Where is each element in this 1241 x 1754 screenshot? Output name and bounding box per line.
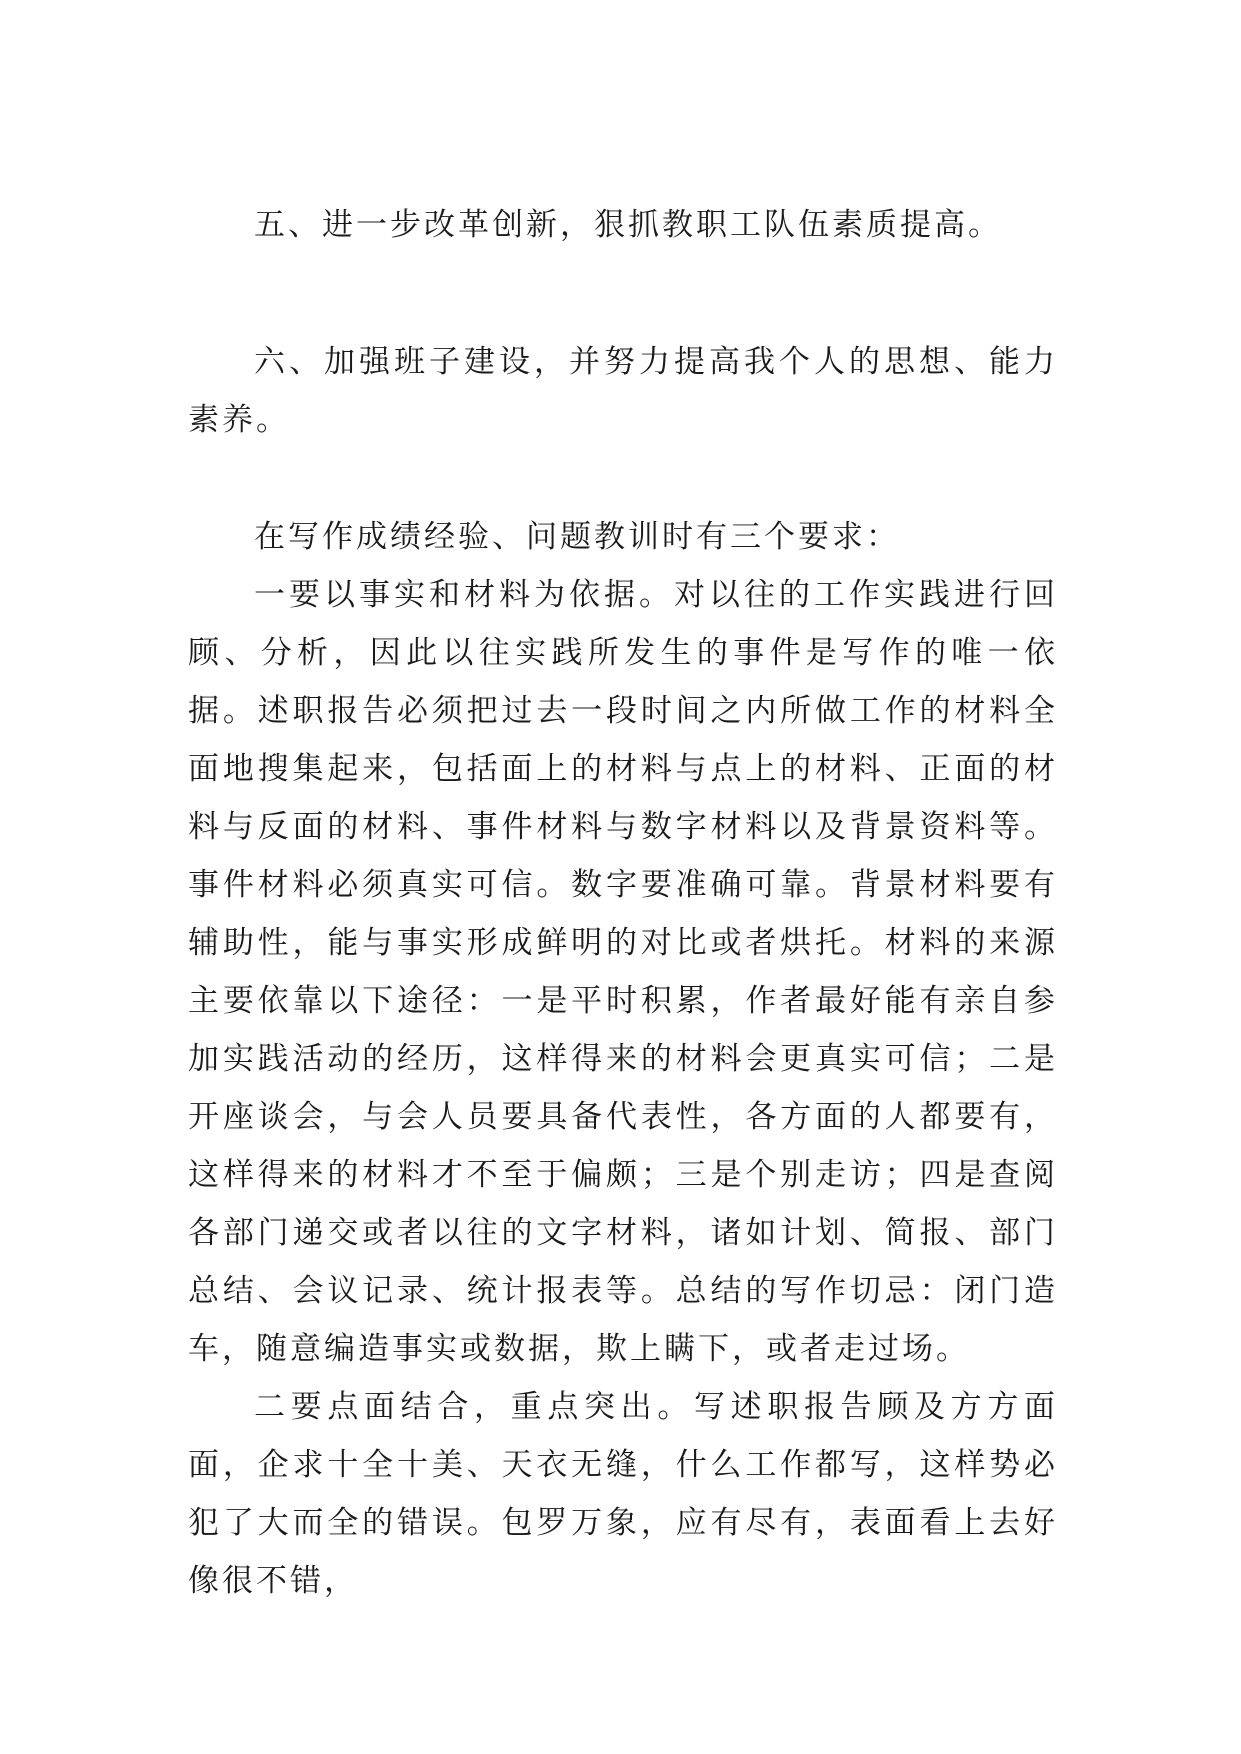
requirement-one-paragraph: 一要以事实和材料为依据。对以往的工作实践进行回顾、分析，因此以往实践所发生的事件是写作的唯一依据。述职报告必须把过去一段时间之内所做工作的材料全面地搜集起来，包括面上的材料与点上的材料、正面的材料与反面的材料、事件材料与数字材料以及背景资料等。事件材料必须真实可信。数字要准确可靠。背景材料要有辅助性，能与事实形成鲜明的对比或者烘托。材料的来源主要依靠以下途径：一是平时积累，作者最好能有亲自参加实践活动的经历，这样得来的材料会更真实可信；二是开座谈会，与会人员要具备代表性，各方面的人都要有，这样得来的材料才不至于偏颇；三是个别走访；四是查阅各部门递交或者以往的文字材料，诸如计划、简报、部门总结、会议记录、统计报表等。总结的写作切忌：闭门造车，随意编造事实或数据，欺上瞒下，或者走过场。 [188,577,1058,1367]
requirement-two-paragraph: 二要点面结合，重点突出。写述职报告顾及方方面面，企求十全十美、天衣无缝，什么工作都写，这样势必犯了大而全的错误。包罗万象，应有尽有，表面看上去好像很不错， [188,1389,1058,1599]
item-six-paragraph: 六、加强班子建设，并努力提高我个人的思想、能力素养。 [188,344,1058,438]
item-five-paragraph: 五、进一步改革创新，狠抓教职工队伍素质提高。 [254,207,1002,243]
writing-requirements-section [188,508,1058,1610]
requirements-intro-paragraph: 在写作成绩经验、问题教训时有三个要求： [254,519,900,555]
section-item-six [188,333,1058,449]
section-item-five [188,196,1058,254]
